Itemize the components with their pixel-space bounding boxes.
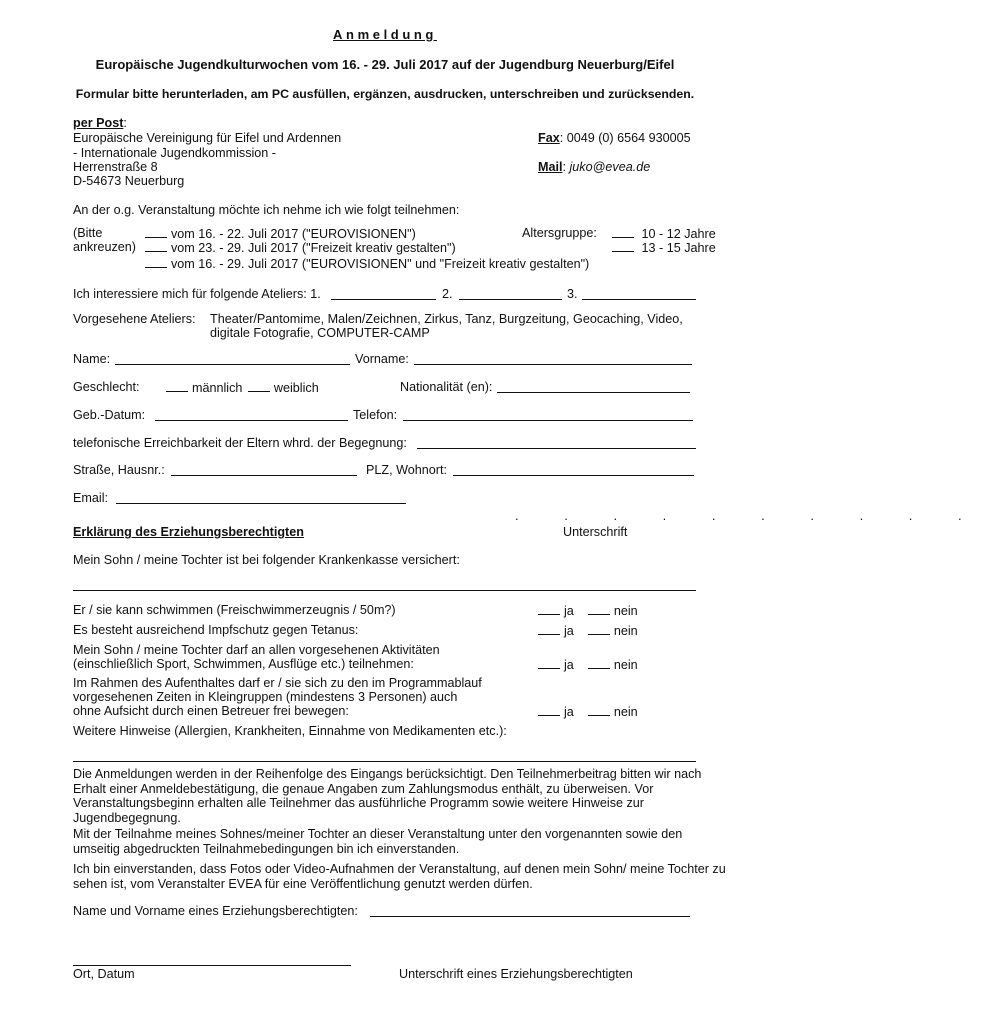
guardian-signature-label: Unterschrift eines Erziehungsberechtigten: [399, 967, 633, 981]
maennlich-checkbox[interactable]: [166, 380, 188, 392]
insurance-label: Mein Sohn / meine Tochter ist bei folgender Krankenkasse versichert:: [73, 553, 460, 567]
no-label: nein: [613, 604, 638, 618]
paragraph-photo-consent: Ich bin einverstanden, dass Fotos oder Video-Aufnahmen der Veranstaltung, auf denen mein Sohn/ meine Tochter zu sehen ist, vom Veranstalter EVEA für eine Veröffentlichung genutzt werden dürfen.: [73, 862, 726, 891]
yes-checkbox[interactable]: [538, 603, 560, 615]
yes-label: ja: [564, 604, 574, 618]
mail: [538, 160, 650, 175]
plz-field[interactable]: [453, 475, 694, 476]
vorname-label: Vorname:: [355, 352, 409, 366]
weiblich-checkbox[interactable]: [248, 380, 270, 392]
ateliers-planned-list: Theater/Pantomime, Malen/Zeichnen, Zirkus, Tanz, Burgzeitung, Geocaching, Video,: [210, 312, 683, 326]
age-label: 10 - 12 Jahre: [641, 227, 716, 241]
strasse-field[interactable]: [171, 475, 357, 476]
option-week2[interactable]: [145, 240, 456, 256]
form-title: Anmeldung: [333, 27, 437, 42]
yes-checkbox[interactable]: [538, 657, 560, 669]
geburtsdatum-label: Geb.-Datum:: [73, 408, 146, 422]
fax-label: Fax: [538, 131, 560, 145]
question-swim: Er / sie kann schwimmen (Freischwimmerzeugnis / 50m?): [73, 603, 396, 617]
question-tetanus: Es besteht ausreichend Impfschutz gegen Tetanus:: [73, 623, 359, 637]
age-option-13-15[interactable]: [612, 240, 716, 256]
nationalitaet-label: Nationalität (en):: [400, 380, 493, 394]
guardian-heading: Erklärung des Erziehungsberechtigten: [73, 525, 304, 539]
geburtsdatum-field[interactable]: [155, 420, 348, 421]
option-checkbox[interactable]: [145, 240, 167, 252]
strasse-label: Straße, Hausnr.:: [73, 463, 165, 477]
email-field[interactable]: [116, 503, 406, 504]
participation-intro: An der o.g. Veranstaltung möchte ich nehme ich wie folgt teilnehmen:: [73, 203, 460, 217]
signature-label: Unterschrift: [563, 525, 628, 539]
no-checkbox[interactable]: [588, 657, 610, 669]
option-label: vom 23. - 29. Juli 2017 ("Freizeit kreativ gestalten"): [171, 241, 456, 255]
tick-hint: ankreuzen): [73, 240, 137, 254]
address-line: - Internationale Jugendkommission -: [73, 146, 277, 160]
telefon-label: Telefon:: [353, 408, 398, 422]
email-label: Email:: [73, 491, 108, 505]
no-checkbox[interactable]: [588, 623, 610, 635]
option-label: vom 16. - 22. Juli 2017 ("EUROVISIONEN"): [171, 227, 416, 241]
option-checkbox[interactable]: [145, 256, 167, 268]
option-both-weeks[interactable]: [145, 256, 589, 272]
place-date-label: Ort, Datum: [73, 967, 135, 981]
question-free-movement: vorgesehenen Zeiten in Kleingruppen (mindestens 3 Personen) auch: [73, 690, 458, 704]
address-line: D-54673 Neuerburg: [73, 174, 185, 188]
post-heading: [73, 116, 127, 131]
notes-label: Weitere Hinweise (Allergien, Krankheiten, Einnahme von Medikamenten etc.):: [73, 724, 507, 738]
event-title: Europäische Jugendkulturwochen vom 16. - 29. Juli 2017 auf der Jugendburg Neuerburg/Eifel: [95, 57, 675, 72]
signature-dots: . . . . . . . . . .: [515, 508, 983, 523]
atelier-2-field[interactable]: [459, 299, 562, 300]
no-label: nein: [613, 705, 638, 719]
name-label: Name:: [73, 352, 111, 366]
guardian-name-field[interactable]: [370, 916, 690, 917]
gender-options: [166, 380, 319, 396]
age-group-label: Altersgruppe:: [522, 226, 597, 240]
question-activities: Mein Sohn / meine Tochter darf an allen vorgesehenen Aktivitäten: [73, 643, 440, 657]
instructions: Formular bitte herunterladen, am PC ausfüllen, ergänzen, ausdrucken, unterschreiben und zurücksenden.: [75, 87, 695, 101]
guardian-name-label: Name und Vorname eines Erziehungsberechtigten:: [73, 904, 358, 918]
option-label: vom 16. - 29. Juli 2017 ("EUROVISIONEN" und "Freizeit kreativ gestalten"): [171, 257, 590, 271]
option-checkbox[interactable]: [145, 226, 167, 238]
name-field[interactable]: [115, 364, 350, 365]
plz-label: PLZ, Wohnort:: [366, 463, 447, 477]
mail-label: Mail: [538, 160, 563, 174]
no-checkbox[interactable]: [588, 704, 610, 716]
question-activities: (einschließlich Sport, Schwimmen, Ausflüge etc.) teilnehmen:: [73, 657, 414, 671]
mail-value: juko@evea.de: [569, 160, 651, 174]
yes-label: ja: [564, 624, 574, 638]
ateliers-planned-label: Vorgesehene Ateliers:: [73, 312, 196, 326]
no-label: nein: [613, 624, 638, 638]
nationalitaet-field[interactable]: [497, 392, 690, 393]
eltern-label: telefonische Erreichbarkeit der Eltern whrd. der Begegnung:: [73, 436, 407, 450]
question-free-movement: Im Rahmen des Aufenthaltes darf er / sie sich zu den im Programmablauf: [73, 676, 482, 690]
paragraph-registration: Die Anmeldungen werden in der Reihenfolge des Eingangs berücksichtigt. Den Teilnehmerbeitrag bitten wir nach Erhalt einer Anmeldebestätigung, die genaue Angaben zum Zahlungsmodus enthält, zu überweisen. Vor Veranstaltungsbeginn erhalten alle Teilnehmer das ausführliche Programm sowie weitere Hinweise zur Jugendbegegnung.: [73, 767, 702, 825]
yes-label: ja: [564, 705, 574, 719]
answer-free-movement: [538, 704, 638, 720]
tick-hint: (Bitte: [73, 226, 103, 240]
no-checkbox[interactable]: [588, 603, 610, 615]
answer-swim: [538, 603, 638, 619]
answer-tetanus: [538, 623, 638, 639]
no-label: nein: [613, 658, 638, 672]
ateliers-planned-list: digitale Fotografie, COMPUTER-CAMP: [210, 326, 430, 340]
geschlecht-label: Geschlecht:: [73, 380, 140, 394]
atelier-2-number: 2.: [442, 287, 453, 301]
yes-checkbox[interactable]: [538, 623, 560, 635]
insurance-field[interactable]: [73, 590, 696, 591]
question-free-movement: ohne Aufsicht durch einen Betreuer frei bewegen:: [73, 704, 349, 718]
mail-colon: :: [562, 160, 570, 174]
age-checkbox[interactable]: [612, 226, 634, 238]
fax: [538, 131, 691, 146]
telefon-field[interactable]: [403, 420, 693, 421]
answer-activities: [538, 657, 638, 673]
fax-value: : 0049 (0) 6564 930005: [559, 131, 691, 145]
post-label: per Post: [73, 116, 124, 130]
maennlich-label: männlich: [192, 381, 243, 395]
yes-checkbox[interactable]: [538, 704, 560, 716]
eltern-field[interactable]: [417, 448, 696, 449]
ateliers-interest-label: Ich interessiere mich für folgende Ateliers: 1.: [73, 287, 321, 301]
address-line: Herrenstraße 8: [73, 160, 158, 174]
address-line: Europäische Vereinigung für Eifel und Ardennen: [73, 131, 342, 145]
yes-label: ja: [564, 658, 574, 672]
atelier-3-field[interactable]: [582, 299, 696, 300]
weiblich-label: weiblich: [273, 381, 319, 395]
post-colon: :: [123, 116, 127, 130]
atelier-3-number: 3.: [567, 287, 578, 301]
paragraph-consent: Mit der Teilnahme meines Sohnes/meiner Tochter an dieser Veranstaltung unter den vorgenannten sowie den umseitig abgedruckten Teilnahmebedingungen bin ich einverstanden.: [73, 827, 683, 856]
atelier-1-field[interactable]: [331, 299, 436, 300]
age-label: 13 - 15 Jahre: [641, 241, 716, 255]
place-date-field[interactable]: [73, 965, 351, 966]
age-checkbox[interactable]: [612, 240, 634, 252]
notes-field[interactable]: [73, 761, 696, 762]
vorname-field[interactable]: [414, 364, 692, 365]
